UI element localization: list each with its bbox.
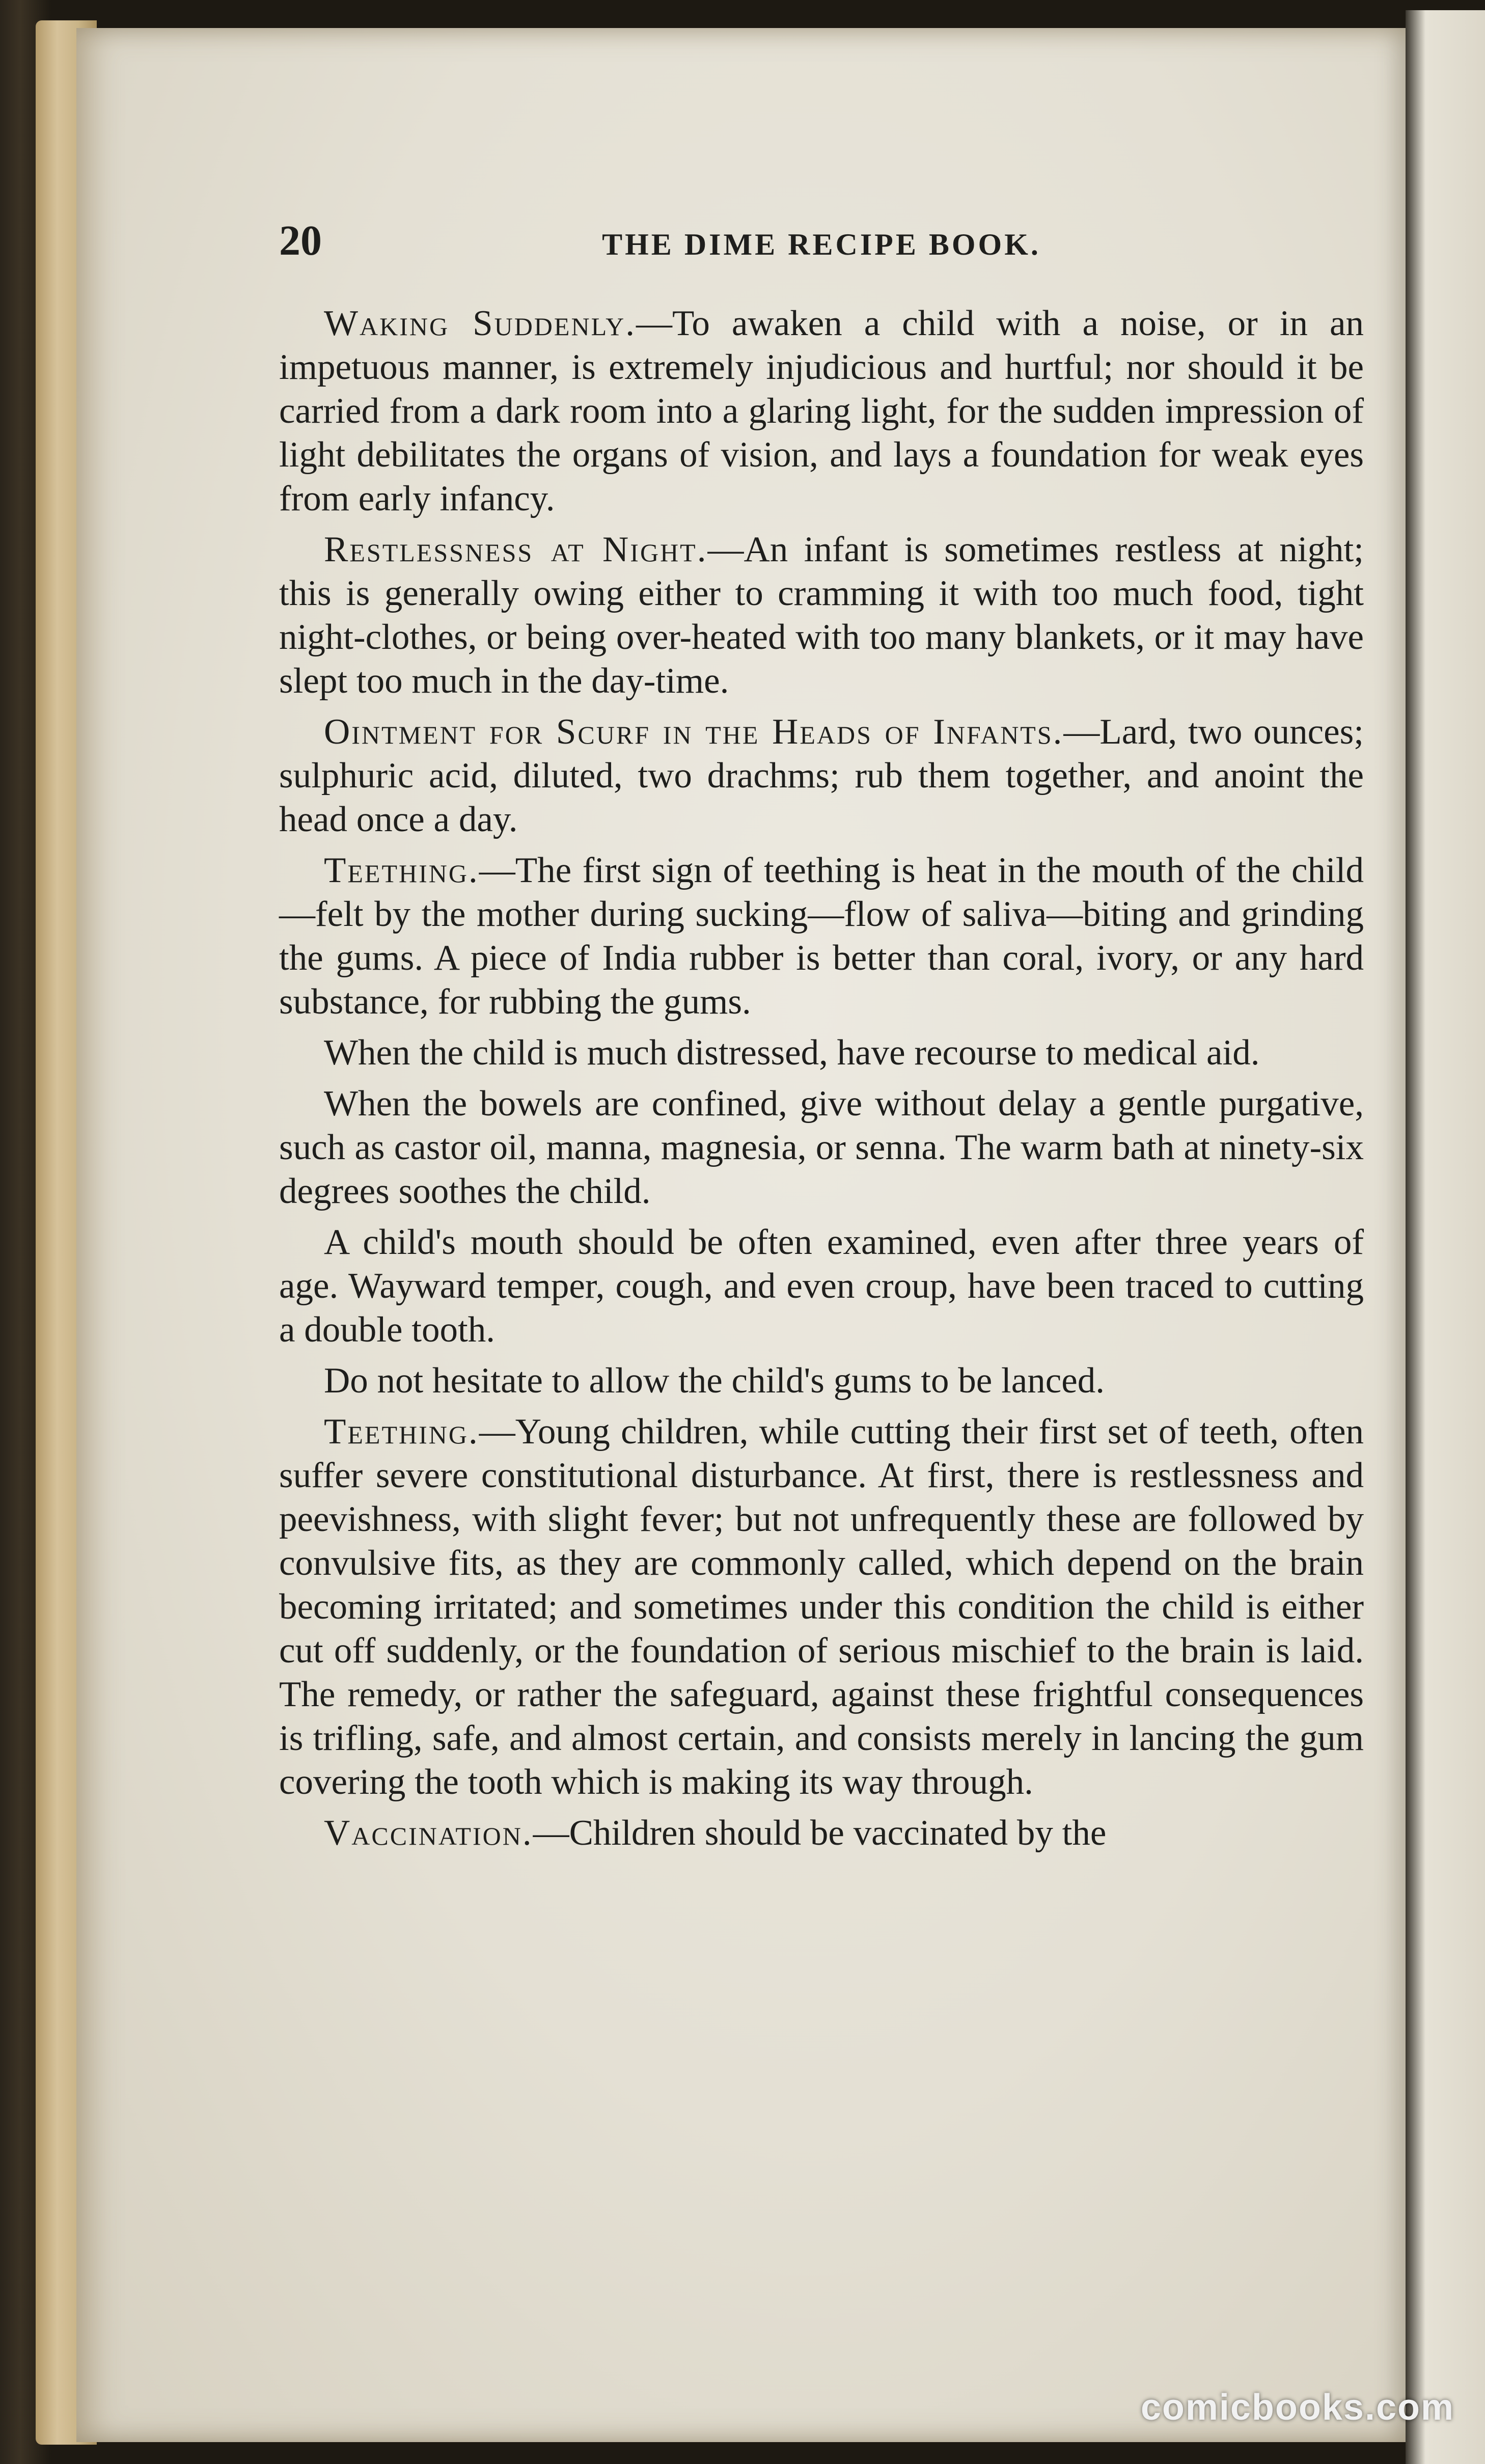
paragraph-text: When the bowels are confined, give without delay a gentle purgative, such as castor oil, manna, magnesia, or senna. The warm bath at ninety-six degrees soothes the child. <box>279 1084 1364 1211</box>
paragraph-text: —The first sign of teething is heat in the mouth of the child—felt by the mother during sucking—flow of saliva—biting and grinding the gums. A piece of India rubber is better than coral, ivory, or any hard substance, for rubbing the gums. <box>279 851 1364 1022</box>
paragraph-heading: Ointment for Scurf in the Heads of Infants. <box>324 712 1064 752</box>
paragraph <box>279 1410 1364 1804</box>
paragraph-text: —An infant is sometimes restless at night; this is generally owing either to cramming it with too much food, tight night-clothes, or being over-heated with too many blankets, or it may have slept too much in the day-time. <box>279 530 1364 701</box>
page-number: 20 <box>279 217 322 264</box>
paragraph <box>279 1082 1364 1213</box>
paragraph-text: —Young children, while cutting their first set of teeth, often suffer severe constitutional disturbance. At first, there is restlessness and peevishness, with slight fever; but not unfrequently these are followed by convulsive fits, as they are commonly called, which depend on the brain becoming irritated; and sometimes under this condition the child is either cut off suddenly, or the foundation of serious mischief to the brain is laid. The remedy, or rather the safeguard, against these frightful consequences is trifling, safe, and almost certain, and consists merely in lancing the gum covering the tooth which is making its way through. <box>279 1412 1364 1802</box>
paragraph-text: —To awaken a child with a noise, or in an impetuous manner, is extremely injudicious and hurtful; nor should it be carried from a dark room into a glaring light, for the sudden impression of light debilitates the organs of vision, and lays a foundation for weak eyes from early infancy. <box>279 304 1364 518</box>
paragraph <box>279 1359 1364 1403</box>
paragraph-heading: Restlessness at Night. <box>324 530 708 569</box>
paragraph-text: When the child is much distressed, have recourse to medical aid. <box>324 1033 1260 1073</box>
running-head <box>279 219 1364 275</box>
paragraph <box>279 302 1364 521</box>
paragraph-list <box>279 302 1364 1855</box>
paragraph <box>279 710 1364 841</box>
paragraph-text: Do not hesitate to allow the child's gums to be lanced. <box>324 1361 1105 1401</box>
paragraph <box>279 528 1364 703</box>
facing-page-edge <box>1406 10 1485 2464</box>
paragraph-text: —Lard, two ounces; sulphuric acid, diluted, two drachms; rub them together, and anoint the head once a day. <box>279 712 1364 839</box>
page-text <box>279 219 1364 2256</box>
running-title: THE DIME RECIPE BOOK. <box>602 228 1041 261</box>
paragraph-heading: Vaccination. <box>324 1813 533 1853</box>
paragraph-heading: Waking Suddenly. <box>324 304 636 343</box>
paragraph-heading: Teething. <box>324 851 479 890</box>
paragraph <box>279 1811 1364 1855</box>
paragraph <box>279 1031 1364 1075</box>
paragraph-text: A child's mouth should be often examined, even after three years of age. Wayward temper, cough, and even croup, have been traced to cutting a double tooth. <box>279 1222 1364 1350</box>
paragraph <box>279 848 1364 1024</box>
watermark: comicbooks.com <box>1140 2387 1454 2428</box>
paragraph <box>279 1220 1364 1352</box>
paragraph-heading: Teething. <box>324 1412 479 1452</box>
paragraph-text: —Children should be vaccinated by the <box>533 1813 1107 1853</box>
